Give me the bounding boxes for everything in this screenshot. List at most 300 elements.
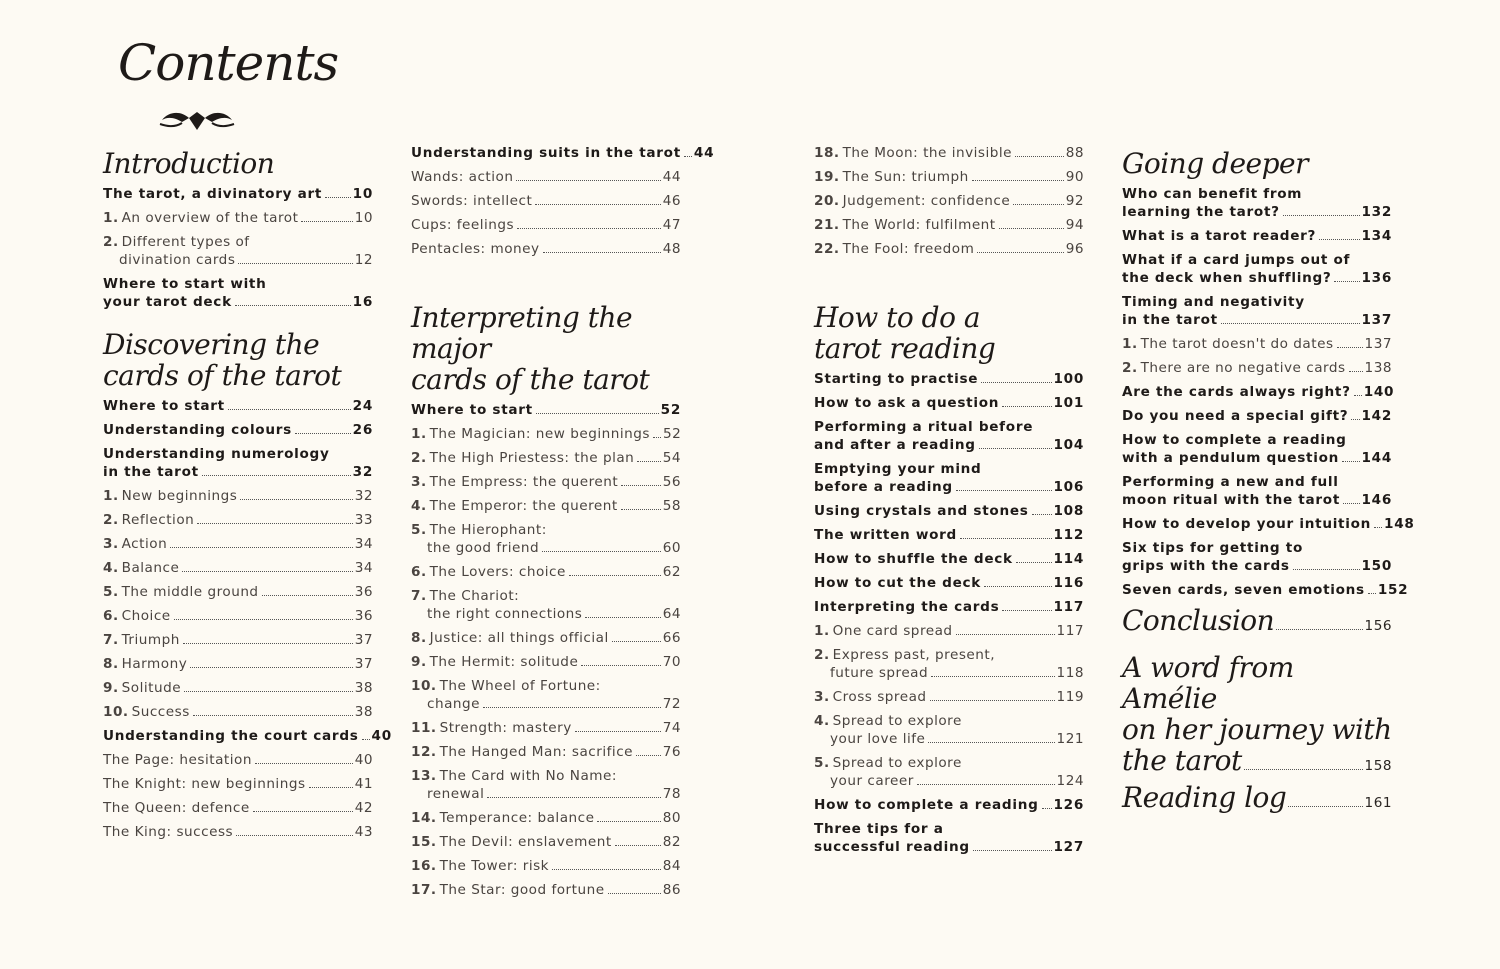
- toc-entry: [411, 743, 681, 761]
- entry-title: Where to start: [103, 398, 225, 414]
- leader-dots: [1337, 347, 1363, 348]
- toc-entry: [814, 216, 1084, 234]
- leader-dots: [977, 252, 1063, 253]
- page-number: 52: [662, 426, 682, 442]
- heading-line: cards of the tarot: [411, 363, 650, 396]
- entry-title-line: [814, 730, 1084, 748]
- entry-title: The tarot, a divinatory art: [103, 186, 323, 202]
- entry-number: 17.: [411, 882, 437, 898]
- entry-title-line: [411, 473, 681, 491]
- entry-number: 13.: [411, 768, 437, 784]
- entry-title-line: [814, 394, 1084, 412]
- page-number: 58: [662, 498, 681, 514]
- entry-number: 5.: [814, 755, 830, 771]
- page-number: 104: [1053, 437, 1084, 453]
- leader-dots: [585, 617, 660, 618]
- entry-title: Pentacles: money: [411, 241, 540, 257]
- leader-dots: [170, 547, 352, 548]
- entry-title: The Card with No Name:: [439, 768, 617, 784]
- entry-title: with a pendulum question: [1122, 450, 1339, 466]
- entry-title: The Queen: defence: [103, 800, 250, 816]
- section-heading-block: [1122, 605, 1392, 636]
- toc-entry: [1122, 407, 1392, 425]
- entry-title: How to complete a reading: [1122, 432, 1347, 448]
- entry-title: The Hermit: solitude: [429, 654, 579, 670]
- entry-title-line: [814, 192, 1084, 210]
- toc-entry: [1122, 431, 1392, 467]
- toc-entry: [1122, 359, 1392, 377]
- entry-title: The tarot doesn't do dates: [1140, 336, 1334, 352]
- entry-title-line: [814, 664, 1084, 682]
- toc-entry: [411, 473, 681, 491]
- leader-dots: [262, 595, 353, 596]
- toc-entry: [411, 144, 715, 162]
- entry-title: The Empress: the querent: [429, 474, 619, 490]
- page-number: 114: [1053, 551, 1084, 567]
- entry-title-line: [814, 838, 1084, 856]
- entry-title-line: [1122, 227, 1392, 245]
- entry-number: 1.: [1122, 336, 1138, 352]
- entry-title-line: [1122, 359, 1392, 377]
- page-number: 100: [1053, 371, 1084, 387]
- entry-title: The Hierophant:: [429, 522, 547, 538]
- page-number: 41: [354, 776, 373, 792]
- toc-entry: [103, 751, 373, 769]
- entry-title: moon ritual with the tarot: [1122, 492, 1341, 508]
- entry-number: 11.: [411, 720, 437, 736]
- entry-title-line: [411, 743, 681, 761]
- toc-entry: [411, 216, 681, 234]
- leader-dots: [1374, 527, 1382, 528]
- entry-title-line: [411, 719, 681, 737]
- entry-number: 4.: [814, 713, 830, 729]
- leader-dots: [972, 180, 1064, 181]
- entry-number: 1.: [103, 210, 119, 226]
- page-number: 46: [662, 193, 681, 209]
- entry-title: Cups: feelings: [411, 217, 515, 233]
- toc-entry: [103, 703, 373, 721]
- entry-number: 2.: [1122, 360, 1138, 376]
- leader-dots: [1293, 569, 1360, 570]
- leader-dots: [1002, 610, 1051, 611]
- page-number: 42: [354, 800, 373, 816]
- entry-title-line: [103, 655, 373, 673]
- entry-title-line: [1122, 293, 1392, 311]
- page-number: 116: [1053, 575, 1084, 591]
- entry-title: What is a tarot reader?: [1122, 228, 1317, 244]
- toc-entry: [814, 460, 1084, 496]
- leader-dots: [621, 485, 660, 486]
- heading-line: How to do a: [814, 301, 981, 334]
- leader-dots: [552, 869, 661, 870]
- entry-title: The World: fulfilment: [842, 217, 996, 233]
- page-number: 52: [660, 402, 681, 418]
- contents-column-3: [814, 144, 1084, 862]
- page-number: 72: [662, 696, 681, 712]
- page-number: 146: [1361, 492, 1392, 508]
- entry-title: Where to start with: [103, 276, 267, 292]
- entry-title: Different types of: [121, 234, 250, 250]
- entry-title-line: [1122, 203, 1392, 221]
- entry-title: and after a reading: [814, 437, 976, 453]
- entry-number: 10.: [411, 678, 437, 694]
- leader-dots: [999, 228, 1064, 229]
- section-heading: [814, 302, 1084, 364]
- leader-dots: [542, 551, 661, 552]
- entry-title: Strength: mastery: [439, 720, 572, 736]
- toc-entry: [103, 799, 373, 817]
- page-number: 127: [1053, 839, 1084, 855]
- leader-dots: [1349, 371, 1363, 372]
- leader-dots: [1276, 629, 1362, 630]
- toc-entry: [411, 881, 681, 899]
- leader-dots: [517, 228, 661, 229]
- toc-entry: [814, 502, 1084, 520]
- leader-dots: [984, 586, 1051, 587]
- entry-title-line: [1122, 335, 1392, 353]
- page-number: 38: [354, 704, 373, 720]
- page-number: 26: [352, 422, 373, 438]
- leader-dots: [928, 742, 1054, 743]
- entry-title: The Devil: enslavement: [439, 834, 612, 850]
- entry-title: change: [427, 696, 481, 712]
- entry-number: 3.: [814, 689, 830, 705]
- entry-number: 2.: [103, 234, 119, 250]
- heading-entry: [1122, 652, 1392, 776]
- entry-number: 3.: [103, 536, 119, 552]
- entry-title: How to shuffle the deck: [814, 551, 1013, 567]
- entry-number: 5.: [103, 584, 119, 600]
- toc-entry: [814, 574, 1084, 592]
- entry-title-line: [103, 275, 373, 293]
- toc-entry: [411, 767, 681, 803]
- entry-title: Seven cards, seven emotions: [1122, 582, 1365, 598]
- leader-dots: [362, 739, 370, 740]
- page-number: 88: [1065, 145, 1084, 161]
- page-number: 119: [1056, 689, 1084, 705]
- page-number: 10: [352, 186, 373, 202]
- entry-number: 19.: [814, 169, 840, 185]
- entry-title-line: [814, 418, 1084, 436]
- entry-title-line: [814, 460, 1084, 478]
- page-number: 24: [352, 398, 373, 414]
- entry-number: 6.: [411, 564, 427, 580]
- entry-title: Choice: [121, 608, 171, 624]
- ornament-icon: [156, 106, 238, 134]
- toc-entry: [411, 563, 681, 581]
- toc-entry: [411, 449, 681, 467]
- entry-title-line: [1122, 557, 1392, 575]
- entry-title-line: [1122, 431, 1392, 449]
- entry-title-line: [411, 216, 681, 234]
- page-number: 140: [1363, 384, 1395, 400]
- page-number: 54: [662, 450, 681, 466]
- entry-title-line: [1122, 269, 1392, 287]
- toc-entry: [1122, 539, 1392, 575]
- toc-entry: [814, 192, 1084, 210]
- heading-line: Discovering the: [103, 328, 320, 361]
- entry-title-line: [411, 767, 681, 785]
- entry-title: The Star: good fortune: [439, 882, 605, 898]
- toc-entry: [1122, 185, 1392, 221]
- toc-entry: [1122, 515, 1415, 533]
- toc-entry: [411, 833, 681, 851]
- entry-title: Understanding suits in the tarot: [411, 145, 681, 161]
- toc-entry: [814, 394, 1084, 412]
- page-number: 156: [1364, 618, 1392, 634]
- page-number: 62: [662, 564, 681, 580]
- page-number: 60: [662, 540, 681, 556]
- leader-dots: [174, 619, 353, 620]
- section-heading-tail: [1122, 745, 1242, 776]
- entry-title-line: [411, 563, 681, 581]
- toc-entry: [103, 421, 373, 439]
- section-heading: [103, 329, 373, 391]
- entry-title-line: [411, 539, 681, 557]
- toc-entry: [411, 168, 681, 186]
- toc-entry: [103, 185, 373, 203]
- leader-dots: [615, 845, 661, 846]
- leader-dots: [960, 538, 1052, 539]
- entry-title-line: [814, 240, 1084, 258]
- toc-entry: [103, 655, 373, 673]
- entry-number: 2.: [814, 647, 830, 663]
- entry-title: The Chariot:: [429, 588, 520, 604]
- toc-entry: [814, 646, 1084, 682]
- toc-entry: [103, 535, 373, 553]
- entry-title: The King: success: [103, 824, 234, 840]
- entry-title-line: [411, 677, 681, 695]
- entry-title-line: [1122, 581, 1409, 599]
- entry-title-line: [411, 809, 681, 827]
- entry-title: New beginnings: [121, 488, 238, 504]
- leader-dots: [543, 252, 661, 253]
- section-heading-block: [103, 329, 373, 391]
- toc-entry: [411, 587, 681, 623]
- page-number: 74: [662, 720, 681, 736]
- entry-title-line: [411, 881, 681, 899]
- entry-number: 12.: [411, 744, 437, 760]
- entry-title: The Fool: freedom: [842, 241, 975, 257]
- leader-dots: [621, 509, 661, 510]
- entry-number: 1.: [103, 488, 119, 504]
- entry-title-line: [814, 796, 1084, 814]
- section-heading: [1122, 605, 1274, 636]
- entry-title-line: [103, 421, 373, 439]
- toc-entry: [814, 168, 1084, 186]
- toc-entry: [814, 796, 1084, 814]
- entry-title-line: [411, 449, 681, 467]
- entry-title-line: [814, 646, 1084, 664]
- toc-entry: [103, 679, 373, 697]
- entry-title-line: [411, 857, 681, 875]
- page-number: 158: [1364, 758, 1392, 774]
- entry-title: before a reading: [814, 479, 953, 495]
- leader-dots: [1221, 323, 1360, 324]
- entry-title-line: [1122, 407, 1392, 425]
- entry-title-line: [814, 370, 1084, 388]
- page-number: 44: [693, 145, 715, 161]
- leader-dots: [1002, 406, 1051, 407]
- entry-title: Judgement: confidence: [842, 193, 1011, 209]
- page-number: 32: [354, 488, 373, 504]
- entry-title: What if a card jumps out of: [1122, 252, 1351, 268]
- page-number: 48: [662, 241, 681, 257]
- section-heading: [1122, 148, 1392, 179]
- toc-entry: [1122, 335, 1392, 353]
- leader-dots: [569, 575, 661, 576]
- entry-title: An overview of the tarot: [121, 210, 299, 226]
- entry-number: 8.: [411, 630, 427, 646]
- leader-dots: [1013, 204, 1063, 205]
- toc-entry: [103, 511, 373, 529]
- entry-title: The Wheel of Fortune:: [439, 678, 601, 694]
- leader-dots: [483, 707, 661, 708]
- entry-title: Using crystals and stones: [814, 503, 1029, 519]
- toc-entry: [814, 598, 1084, 616]
- entry-title-line: [411, 144, 715, 162]
- leader-dots: [931, 676, 1054, 677]
- entry-title-line: [103, 559, 373, 577]
- entry-number: 14.: [411, 810, 437, 826]
- leader-dots: [581, 665, 660, 666]
- leader-dots: [597, 821, 660, 822]
- entry-title: How to develop your intuition: [1122, 516, 1372, 532]
- page-number: 78: [662, 786, 681, 802]
- page-number: 33: [354, 512, 373, 528]
- leader-dots: [325, 197, 351, 198]
- heading-line: tarot reading: [814, 332, 996, 365]
- toc-entry: [411, 521, 681, 557]
- entry-title-line: [103, 607, 373, 625]
- entry-title: Understanding the court cards: [103, 728, 359, 744]
- heading-line: Reading log: [1122, 781, 1287, 814]
- leader-dots: [1032, 514, 1052, 515]
- entry-title: The Emperor: the querent: [429, 498, 618, 514]
- leader-dots: [238, 263, 352, 264]
- leader-dots: [536, 413, 659, 414]
- entry-title-line: [103, 583, 373, 601]
- toc-entry: [103, 727, 392, 745]
- page-number: 36: [354, 584, 373, 600]
- leader-dots: [309, 787, 353, 788]
- heading-line: Conclusion: [1122, 604, 1275, 637]
- toc-entry: [411, 425, 681, 443]
- entry-number: 20.: [814, 193, 840, 209]
- page-number: 142: [1361, 408, 1392, 424]
- entry-title-line: [814, 550, 1084, 568]
- heading-line: A word from Amélie: [1122, 651, 1294, 715]
- entry-title: The Moon: the invisible: [842, 145, 1013, 161]
- entry-title: The High Priestess: the plan: [429, 450, 635, 466]
- leader-dots: [1334, 281, 1359, 282]
- entry-title: future spread: [830, 665, 929, 681]
- page-number: 94: [1065, 217, 1084, 233]
- entry-title-line: [103, 511, 373, 529]
- page-number: 43: [354, 824, 373, 840]
- entry-title: Timing and negativity: [1122, 294, 1305, 310]
- entry-title-line: [814, 478, 1084, 496]
- entry-title: The Sun: triumph: [842, 169, 969, 185]
- leader-dots: [956, 490, 1052, 491]
- entry-title: There are no negative cards: [1140, 360, 1346, 376]
- entry-title-line: [411, 401, 681, 419]
- entry-title-line: [814, 688, 1084, 706]
- page-number: 70: [662, 654, 681, 670]
- toc-entry: [411, 653, 681, 671]
- entry-title: Express past, present,: [832, 647, 996, 663]
- entry-title: Performing a ritual before: [814, 419, 1034, 435]
- page-title: Contents: [118, 34, 339, 92]
- leader-dots: [193, 715, 353, 716]
- entry-title: Spread to explore: [832, 713, 962, 729]
- entry-title: successful reading: [814, 839, 970, 855]
- entry-title-line: [411, 785, 681, 803]
- page-number: 66: [662, 630, 681, 646]
- entry-title-line: [103, 775, 373, 793]
- entry-title: Who can benefit from: [1122, 186, 1303, 202]
- leader-dots: [973, 850, 1052, 851]
- leader-dots: [1244, 769, 1363, 770]
- leader-dots: [1343, 503, 1359, 504]
- heading-line: on her journey with: [1122, 713, 1392, 746]
- toc-entry: [814, 754, 1084, 790]
- page-number: 118: [1056, 665, 1084, 681]
- entry-title-line: [814, 216, 1084, 234]
- leader-dots: [1342, 461, 1360, 462]
- page-number: 40: [354, 752, 373, 768]
- entry-number: 16.: [411, 858, 437, 874]
- page-number: 44: [662, 169, 681, 185]
- leader-dots: [190, 667, 352, 668]
- page-number: 132: [1361, 204, 1392, 220]
- leader-dots: [637, 461, 660, 462]
- entry-title: Spread to explore: [832, 755, 962, 771]
- toc-entry: [411, 629, 681, 647]
- leader-dots: [202, 475, 351, 476]
- page-number: 36: [354, 608, 373, 624]
- entry-title-line: [103, 185, 373, 203]
- leader-dots: [981, 382, 1051, 383]
- toc-entry: [103, 233, 373, 269]
- entry-title: Solitude: [121, 680, 182, 696]
- heading-line: Introduction: [103, 147, 275, 180]
- page-number: 34: [354, 560, 373, 576]
- entry-number: 1.: [814, 623, 830, 639]
- page-number: 10: [354, 210, 373, 226]
- toc-entry: [103, 631, 373, 649]
- entry-title: Understanding numerology: [103, 446, 330, 462]
- leader-dots: [228, 409, 351, 410]
- entry-title-line: [814, 598, 1084, 616]
- contents-column-4: [1122, 147, 1415, 814]
- toc-entry: [103, 209, 373, 227]
- toc-entry: [1122, 251, 1392, 287]
- entry-title: The written word: [814, 527, 957, 543]
- entry-title-line: [103, 679, 373, 697]
- leader-dots: [236, 835, 353, 836]
- entry-title: Cross spread: [832, 689, 927, 705]
- entry-title: renewal: [427, 786, 485, 802]
- page-number: 136: [1361, 270, 1392, 286]
- entry-title-line: [814, 502, 1084, 520]
- section-heading-block: [411, 302, 681, 395]
- leader-dots: [183, 643, 353, 644]
- page-number: 16: [352, 294, 373, 310]
- page-number: 138: [1364, 360, 1392, 376]
- toc-entry: [814, 526, 1084, 544]
- toc-entry: [814, 688, 1084, 706]
